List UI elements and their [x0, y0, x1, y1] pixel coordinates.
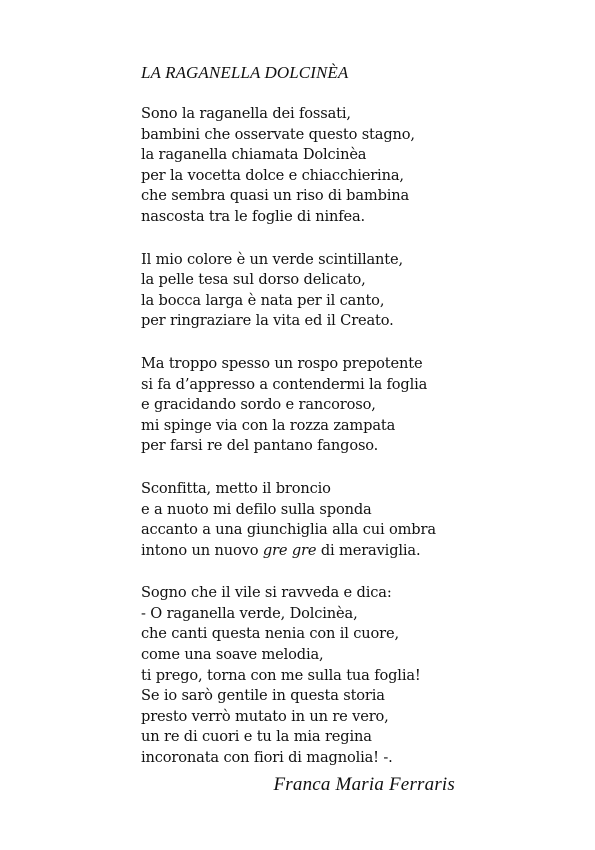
poem-line: come una soave melodia, — [141, 646, 324, 664]
poem-line: Se io sarò gentile in questa storia — [141, 687, 385, 705]
poem-line: presto verrò mutato in un re vero, — [141, 707, 389, 725]
poem-line: ti prego, torna con me sulla tua foglia! — [141, 666, 421, 684]
stanza-2 — [141, 250, 521, 332]
author-signature: Franca Maria Ferraris — [273, 774, 455, 795]
poem-body — [141, 104, 521, 791]
poem-line: accanto a una giunchiglia alla cui ombra — [141, 521, 436, 539]
poem-line: la bocca larga è nata per il canto, — [141, 291, 385, 309]
poem-line: Sono la raganella dei fossati, — [141, 105, 351, 122]
poem-line: un re di cuori e tu la mia regina — [141, 728, 372, 746]
poem-line: mi spinge via con la rozza zampata — [141, 416, 396, 434]
poem-line: Ma troppo spesso un rospo prepotente — [141, 354, 423, 372]
poem-line: che canti questa nenia con il cuore, — [141, 625, 399, 643]
poem-line: per farsi re del pantano fangoso. — [141, 437, 379, 455]
line-text-before: intono un nuovo — [141, 541, 263, 559]
stanza-4 — [141, 479, 521, 561]
line-text-after: di meraviglia. — [316, 541, 421, 559]
stanza-3 — [141, 354, 521, 457]
poem-line-mixed — [141, 541, 521, 562]
poem-line: si fa d’appresso a contendermi la foglia — [141, 375, 428, 393]
poem-line: che sembra quasi un riso di bambina — [141, 187, 410, 205]
poem-title: LA RAGANELLA DOLCINÈA — [141, 63, 349, 82]
poem-line: per la vocetta dolce e chiacchierina, — [141, 166, 404, 184]
poem-line: e gracidando sordo e rancoroso, — [141, 396, 376, 414]
poem-line: e a nuoto mi defilo sulla sponda — [141, 500, 372, 518]
poem-line: nascosta tra le foglie di ninfea. — [141, 207, 366, 225]
poem-line: per ringraziare la vita ed il Creato. — [141, 312, 394, 330]
poem-line: Sconfitta, metto il broncio — [141, 479, 331, 497]
poem-line: la raganella chiamata Dolcinèa — [141, 146, 367, 164]
stanza-5 — [141, 583, 521, 768]
poem-line: Sogno che il vile si ravveda e dica: — [141, 584, 392, 602]
poem-line: incoronata con fiori di magnolia! -. — [141, 749, 393, 767]
poem-line: bambini che osservate questo stagno, — [141, 125, 415, 143]
poem-line: - O raganella verde, Dolcinèa, — [141, 604, 358, 622]
poem-line: la pelle tesa sul dorso delicato, — [141, 271, 366, 289]
line-text-italic: gre gre — [262, 541, 317, 559]
poem-line: Il mio colore è un verde scintillante, — [141, 250, 403, 268]
stanza-1 — [141, 104, 521, 228]
